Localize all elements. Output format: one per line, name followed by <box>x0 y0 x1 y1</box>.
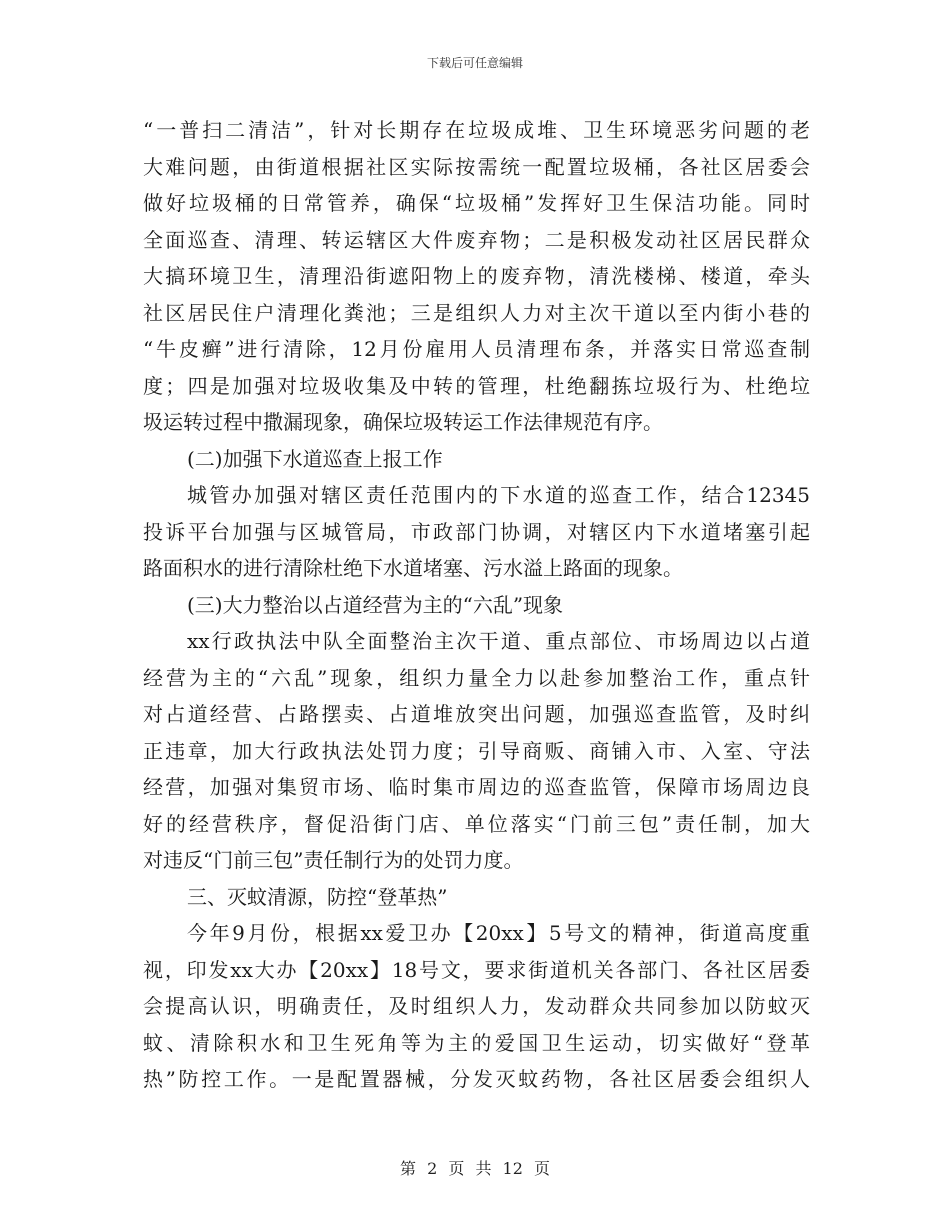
text-line: 热”防控工作。一是配置器械，分发灭蚊药物，各社区居委会组织人 <box>143 1067 810 1091</box>
text-line: 圾运转过程中撒漏现象，确保垃圾转运工作法律规范有序。 <box>143 410 663 434</box>
text-line: 好的经营秩序，督促沿街门店、单位落实“门前三包”责任制，加大 <box>143 811 810 836</box>
text-line: 会提高认识，明确责任，及时组织人力，发动群众共同参加以防蚊灭 <box>143 994 810 1018</box>
text-line: 对违反“门前三包”责任制行为的处罚力度。 <box>143 848 524 872</box>
text-line: (三)大力整治以占道经营为主的“六乱”现象 <box>187 592 564 617</box>
text-line: 经营为主的“六乱”现象，组织力量全力以赴参加整治工作，重点针 <box>143 665 810 690</box>
text-line: (二)加强下水道巡查上报工作 <box>187 446 443 471</box>
text-line: 投诉平台加强与区城管局，市政部门协调，对辖区内下水道堵塞引起 <box>143 519 810 544</box>
text-line: 路面积水的进行清除杜绝下水道堵塞、污水溢上路面的现象。 <box>143 556 683 580</box>
text-line: 度；四是加强对垃圾收集及中转的管理，杜绝翻拣垃圾行为、杜绝垃 <box>143 373 810 398</box>
text-line: 经营，加强对集贸市场、临时集市周边的巡查监管，保障市场周边良 <box>143 775 810 799</box>
text-line: 视，印发xx大办【20xx】18号文，要求街道机关各部门、各社区居委 <box>143 957 810 982</box>
text-line: 今年9月份，根据xx爱卫办【20xx】5号文的精神，街道高度重 <box>187 921 810 945</box>
text-line: 做好垃圾桶的日常管养，确保“垃圾桶”发挥好卫生保洁功能。同时 <box>143 191 810 215</box>
text-line: 三、灭蚊清源，防控“登革热” <box>187 884 448 909</box>
text-line: 社区居民住户清理化粪池；三是组织人力对主次干道以至内街小巷的 <box>143 300 810 325</box>
text-line: 大搞环境卫生，清理沿街遮阳物上的废弃物，清洗楼梯、楼道，牵头 <box>143 264 810 288</box>
text-line: “一普扫二清洁”，针对长期存在垃圾成堆、卫生环境恶劣问题的老 <box>143 118 810 142</box>
text-line: xx行政执法中队全面整治主次干道、重点部位、市场周边以占道 <box>187 629 810 653</box>
page-footer: 第 2 页 共 12 页 <box>400 1159 550 1178</box>
text-line: 正违章，加大行政执法处罚力度；引导商贩、商铺入市、入室、守法 <box>143 738 810 763</box>
text-line: 全面巡查、清理、转运辖区大件废弃物；二是积极发动社区居民群众 <box>143 227 810 252</box>
text-line: “牛皮癣”进行清除，12月份雇用人员清理布条，并落实日常巡查制 <box>143 337 810 361</box>
text-line: 蚊、清除积水和卫生死角等为主的爱国卫生运动，切实做好“登革 <box>143 1030 810 1055</box>
text-line: 大难问题，由街道根据社区实际按需统一配置垃圾桶，各社区居委会 <box>143 154 810 179</box>
header-note: 下载后可任意编辑 <box>426 56 523 70</box>
text-line: 对占道经营、占路摆卖、占道堆放突出问题，加强巡查监管，及时纠 <box>143 702 810 726</box>
document-body <box>143 112 810 1098</box>
text-line: 城管办加强对辖区责任范围内的下水道的巡查工作，结合12345 <box>187 483 810 507</box>
